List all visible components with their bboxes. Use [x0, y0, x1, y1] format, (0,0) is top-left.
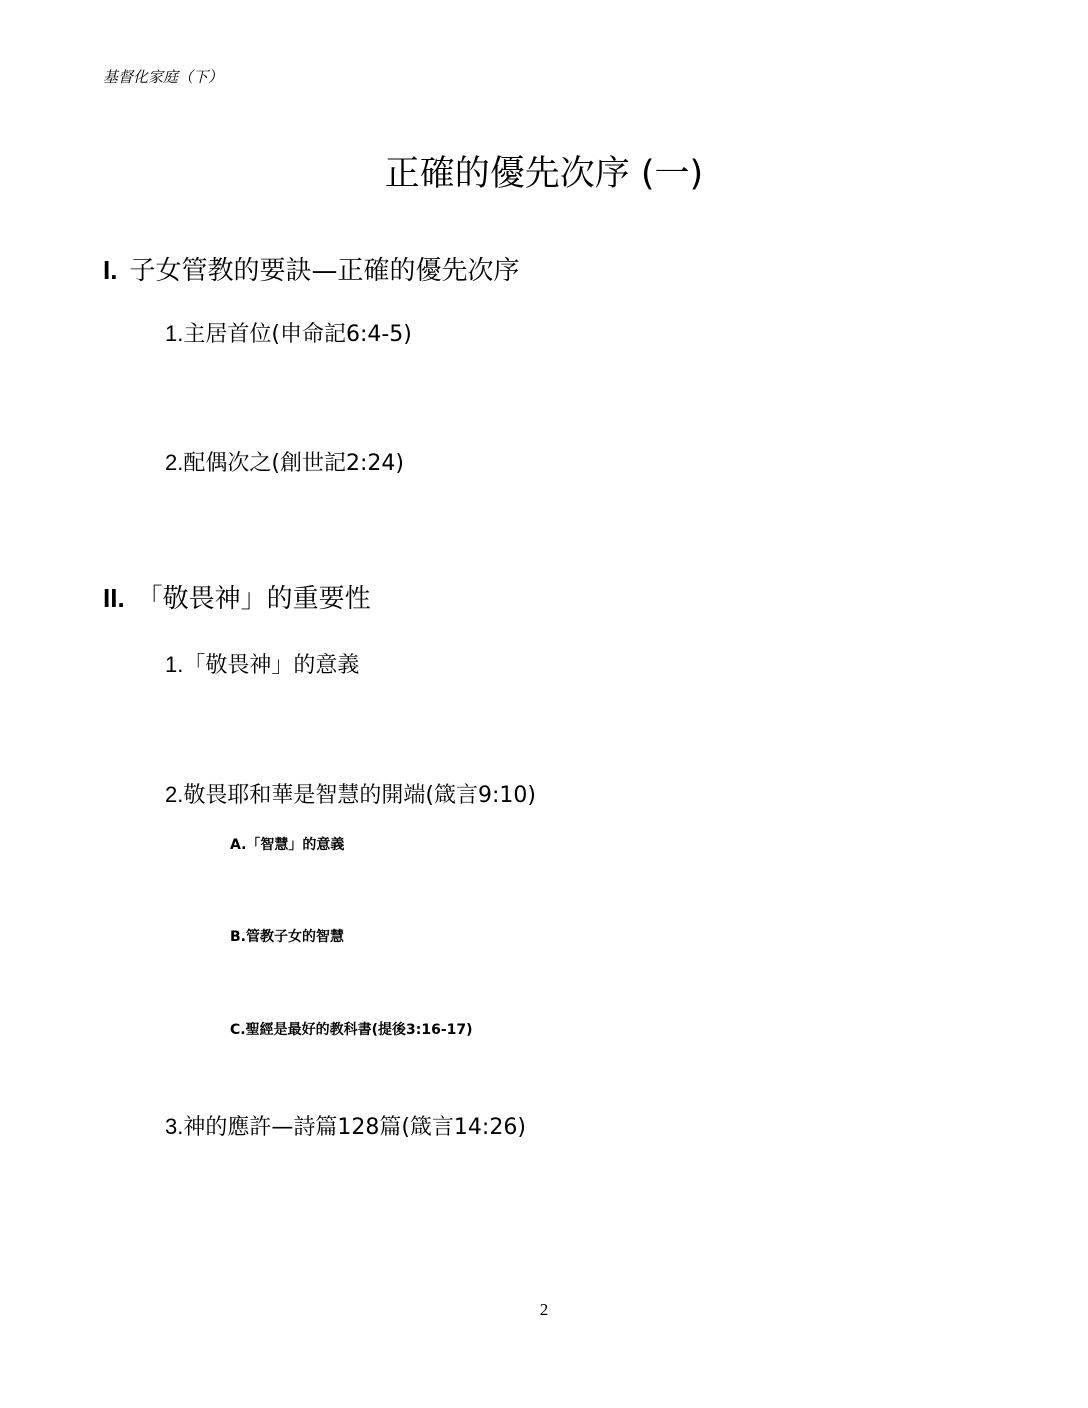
- list-item: [165, 446, 404, 477]
- item-number: 1.: [165, 321, 184, 346]
- list-item: [165, 648, 359, 679]
- sub-item: C.聖經是最好的教科書(提後3:16-17): [230, 1022, 473, 1038]
- section-numeral: I.: [103, 255, 118, 285]
- section-heading-2: [103, 578, 371, 615]
- section-heading-text: 子女管教的要訣—正確的優先次序: [129, 256, 520, 286]
- list-item: [165, 778, 536, 809]
- item-text: 神的應許—詩篇128篇(箴言14:26): [183, 1115, 526, 1140]
- section-heading-1: [103, 250, 519, 287]
- list-item: [165, 1110, 526, 1141]
- item-text: 「敬畏神」的意義: [183, 653, 360, 678]
- page-number: 2: [539, 1300, 549, 1319]
- list-item: [165, 317, 412, 348]
- sub-item: B.管教子女的智慧: [230, 929, 344, 945]
- page-title: 正確的優先次序 (一): [384, 154, 704, 194]
- item-number: 3.: [165, 1114, 184, 1139]
- item-number: 2.: [165, 782, 184, 807]
- item-text: 敬畏耶和華是智慧的開端(箴言9:10): [183, 783, 536, 808]
- section-heading-text: 「敬畏神」的重要性: [136, 584, 371, 614]
- item-text: 主居首位(申命記6:4-5): [183, 322, 412, 347]
- sub-item: A.「智慧」的意義: [230, 837, 345, 853]
- item-number: 1.: [165, 652, 184, 677]
- item-number: 2.: [165, 450, 184, 475]
- section-numeral: II.: [103, 583, 125, 613]
- item-text: 配偶次之(創世記2:24): [183, 451, 404, 476]
- running-header: 基督化家庭（下）: [103, 68, 224, 86]
